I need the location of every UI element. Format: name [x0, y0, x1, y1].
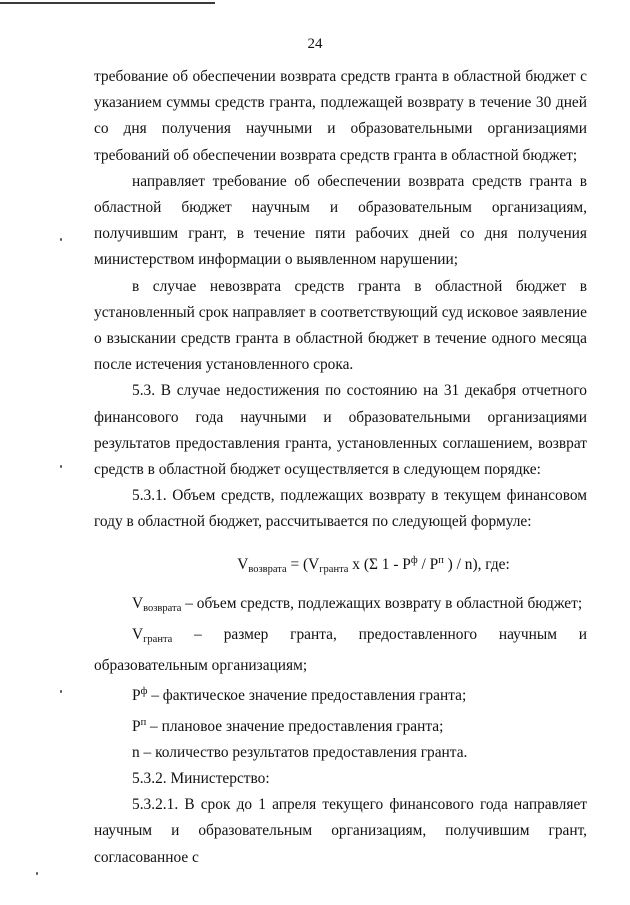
definition-symbol: V — [132, 594, 144, 612]
formula-sup-f: ф — [410, 554, 418, 566]
definition-symbol: V — [132, 626, 144, 644]
definition-subscript: возврата — [143, 602, 182, 614]
definition-n: n – количество результатов предоставления гранта. — [132, 743, 468, 761]
paragraph-sends-requirement: направляет требование об обеспечении возврата средств гранта в областной бюджет научным и образовательным организациям, получившим грант, в течение пяти рабочих дней со дня получения министерством информации о выявленном нарушении; — [94, 172, 587, 269]
paragraph-court-claim: в случае невозврата средств гранта в областной бюджет в установленный срок направляет в соответствующий суд исковое заявление о взыскании средств гранта в областной бюджет в течение одного месяца после истечения установленного срока. — [94, 277, 587, 374]
formula-tail: ) / n), где: — [443, 555, 510, 573]
paragraph-5-3: 5.3. В случае недостижения по состоянию на 31 декабря отчетного финансового года научными и образовательными организациями результатов предоставления гранта, установленных соглашением, возврат средств в областной бюджет осуществляется в следующем порядке: — [94, 382, 587, 479]
definition-p-fact — [94, 679, 587, 709]
paragraph-5-3-1: 5.3.1. Объем средств, подлежащих возврату в текущем финансовом году в областной бюджет, рассчитывается по следующей формуле: — [94, 487, 587, 531]
scan-speck — [60, 465, 62, 468]
definition-symbol: P — [132, 687, 141, 705]
scan-speck — [36, 872, 38, 875]
scan-edge-line — [0, 2, 215, 4]
document-body — [94, 64, 587, 871]
formula-sup-p: п — [438, 554, 444, 566]
formula-slash: / P — [417, 555, 439, 573]
definition-subscript: гранта — [143, 634, 173, 646]
definition-text: – фактическое значение предоставления гранта; — [147, 687, 467, 705]
paragraph-5-3-2-1: 5.3.2.1. В срок до 1 апреля текущего финансового года направляет научным и образовательным организациям, получившим грант, согласованное с — [94, 796, 587, 866]
definition-symbol: P — [132, 717, 141, 735]
definition-text: – объем средств, подлежащих возврату в областной бюджет; — [181, 594, 583, 612]
definition-superscript: ф — [140, 686, 148, 698]
scan-speck — [60, 238, 62, 241]
page-number: 24 — [307, 36, 323, 52]
paragraph-5-3-2: 5.3.2. Министерство: — [132, 770, 270, 788]
definition-superscript: п — [140, 716, 147, 728]
scan-speck — [60, 690, 62, 693]
definition-p-plan — [94, 710, 587, 740]
formula-eq: = (V — [286, 555, 320, 573]
formula-sub-granta: гранта — [319, 563, 349, 575]
formula-mid: х (Σ 1 - P — [348, 555, 411, 573]
formula-sub-vozvrata: возврата — [248, 563, 287, 575]
paragraph-return-requirement: требование об обеспечении возврата средств гранта в областной бюджет с указанием суммы средств гранта, подлежащей возврату в течение 30 дней со дня получения научными и образовательными организациями требований об обеспечении возврата средств гранта в областной бюджет; — [94, 68, 587, 164]
definition-text: – плановое значение предоставления гранта; — [146, 717, 444, 735]
formula-v: V — [237, 555, 249, 573]
definition-v-granta — [94, 622, 587, 679]
definition-text: – размер гранта, предоставленного научным и образовательным организациям; — [94, 626, 587, 675]
definition-v-vozvrata — [94, 591, 587, 622]
return-formula — [94, 548, 587, 583]
